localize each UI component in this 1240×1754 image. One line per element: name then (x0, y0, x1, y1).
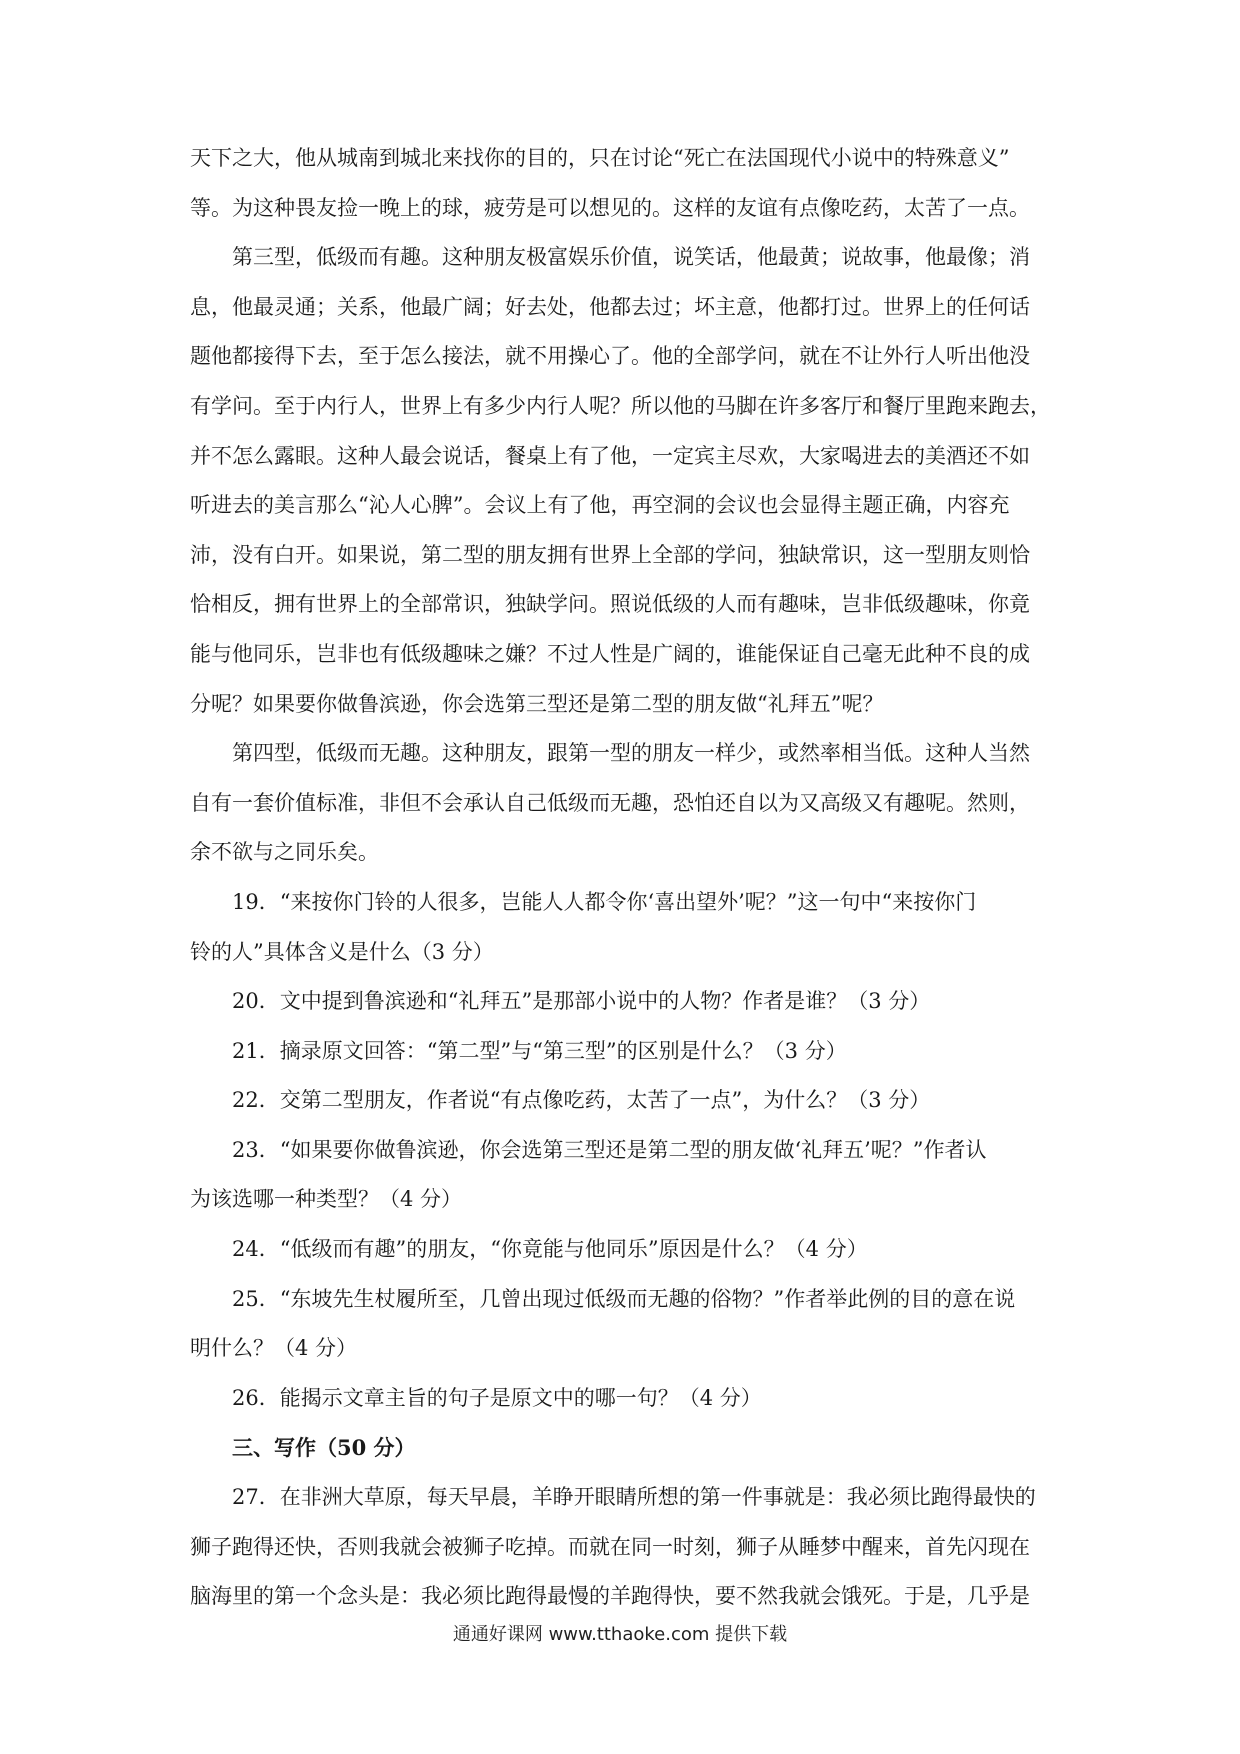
question-23-cont: 为该选哪一种类型？（4 分） (190, 1187, 463, 1212)
question-23: 23．“如果要你做鲁滨逊，你会选第三型还是第二型的朋友做‘礼拜五’呢？”作者认 (232, 1137, 987, 1162)
text-line: 沛，没有白开。如果说，第二型的朋友拥有世界上全部的学问，独缺常识，这一型朋友则恰 (190, 542, 1030, 567)
text-line: 息，他最灵通；关系，他最广阔；好去处，他都去过；坏主意，他都打过。世界上的任何话 (190, 294, 1030, 319)
text-line: 等。为这种畏友捡一晚上的球，疲劳是可以想见的。这样的友谊有点像吃药，太苦了一点。 (190, 195, 1030, 220)
text-line: 恰相反，拥有世界上的全部常识，独缺学问。照说低级的人而有趣味，岂非低级趣味，你竟 (190, 592, 1030, 617)
text-line: 能与他同乐，岂非也有低级趣味之嫌？不过人性是广阔的，谁能保证自己毫无此种不良的成 (190, 641, 1030, 666)
paragraph-type-three-start: 第三型，低级而有趣。这种朋友极富娱乐价值，说笑话，他最黄；说故事，他最像；消 (232, 245, 1030, 270)
page-footer: 通通好课网 www.tthaoke.com 提供下载 (452, 1624, 788, 1645)
text-line: 听进去的美言那么“沁人心脾”。会议上有了他，再空洞的会议也会显得主题正确，内容充 (190, 493, 1010, 518)
question-27: 27．在非洲大草原，每天早晨，羊睁开眼睛所想的第一件事就是：我必须比跑得最快的 (232, 1485, 1036, 1510)
section-heading-writing: 三、写作（50 分） (232, 1435, 416, 1461)
paragraph-type-four-start: 第四型，低级而无趣。这种朋友，跟第一型的朋友一样少，或然率相当低。这种人当然 (232, 741, 1030, 766)
question-25-cont: 明什么？（4 分） (190, 1336, 358, 1361)
question-20: 20．文中提到鲁滨逊和“礼拜五”是那部小说中的人物？作者是谁？（3 分） (232, 989, 931, 1014)
question-21: 21．摘录原文回答：“第二型”与“第三型”的区别是什么？（3 分） (232, 1038, 847, 1063)
text-line: 分呢？如果要你做鲁滨逊，你会选第三型还是第二型的朋友做“礼拜五”呢？ (190, 691, 884, 716)
question-24: 24．“低级而有趣”的朋友，“你竟能与他同乐”原因是什么？（4 分） (232, 1237, 868, 1262)
text-line: 余不欲与之同乐矣。 (190, 840, 379, 865)
text-line: 有学问。至于内行人，世界上有多少内行人呢？所以他的马脚在许多客厅和餐厅里跑来跑去， (190, 393, 1051, 418)
question-25: 25．“东坡先生杖履所至，几曾出现过低级而无趣的俗物？”作者举此例的目的意在说 (232, 1286, 1016, 1311)
text-line: 天下之大，他从城南到城北来找你的目的，只在讨论“死亡在法国现代小说中的特殊意义” (190, 146, 1010, 170)
document-body (190, 134, 1060, 1622)
text-line: 题他都接得下去，至于怎么接法，就不用操心了。他的全部学问，就在不让外行人听出他没 (190, 344, 1030, 369)
text-line: 并不怎么露眼。这种人最会说话，餐桌上有了他，一定宾主尽欢，大家喝进去的美酒还不如 (190, 443, 1030, 468)
question-19-cont: 铃的人”具体含义是什么（3 分） (190, 939, 494, 964)
question-19: 19．“来按你门铃的人很多，岂能人人都令你‘喜出望外’呢？”这一句中“来按你门 (232, 889, 977, 914)
question-26: 26．能揭示文章主旨的句子是原文中的哪一句？（4 分） (232, 1385, 762, 1410)
text-line: 自有一套价值标准，非但不会承认自己低级而无趣，恐怕还自以为又高级又有趣呢。然则， (190, 790, 1030, 815)
question-22: 22．交第二型朋友，作者说“有点像吃药，太苦了一点”，为什么？（3 分） (232, 1088, 931, 1113)
text-line: 脑海里的第一个念头是：我必须比跑得最慢的羊跑得快，要不然我就会饿死。于是，几乎是 (190, 1584, 1030, 1609)
text-line: 狮子跑得还快，否则我就会被狮子吃掉。而就在同一时刻，狮子从睡梦中醒来，首先闪现在 (190, 1534, 1030, 1559)
